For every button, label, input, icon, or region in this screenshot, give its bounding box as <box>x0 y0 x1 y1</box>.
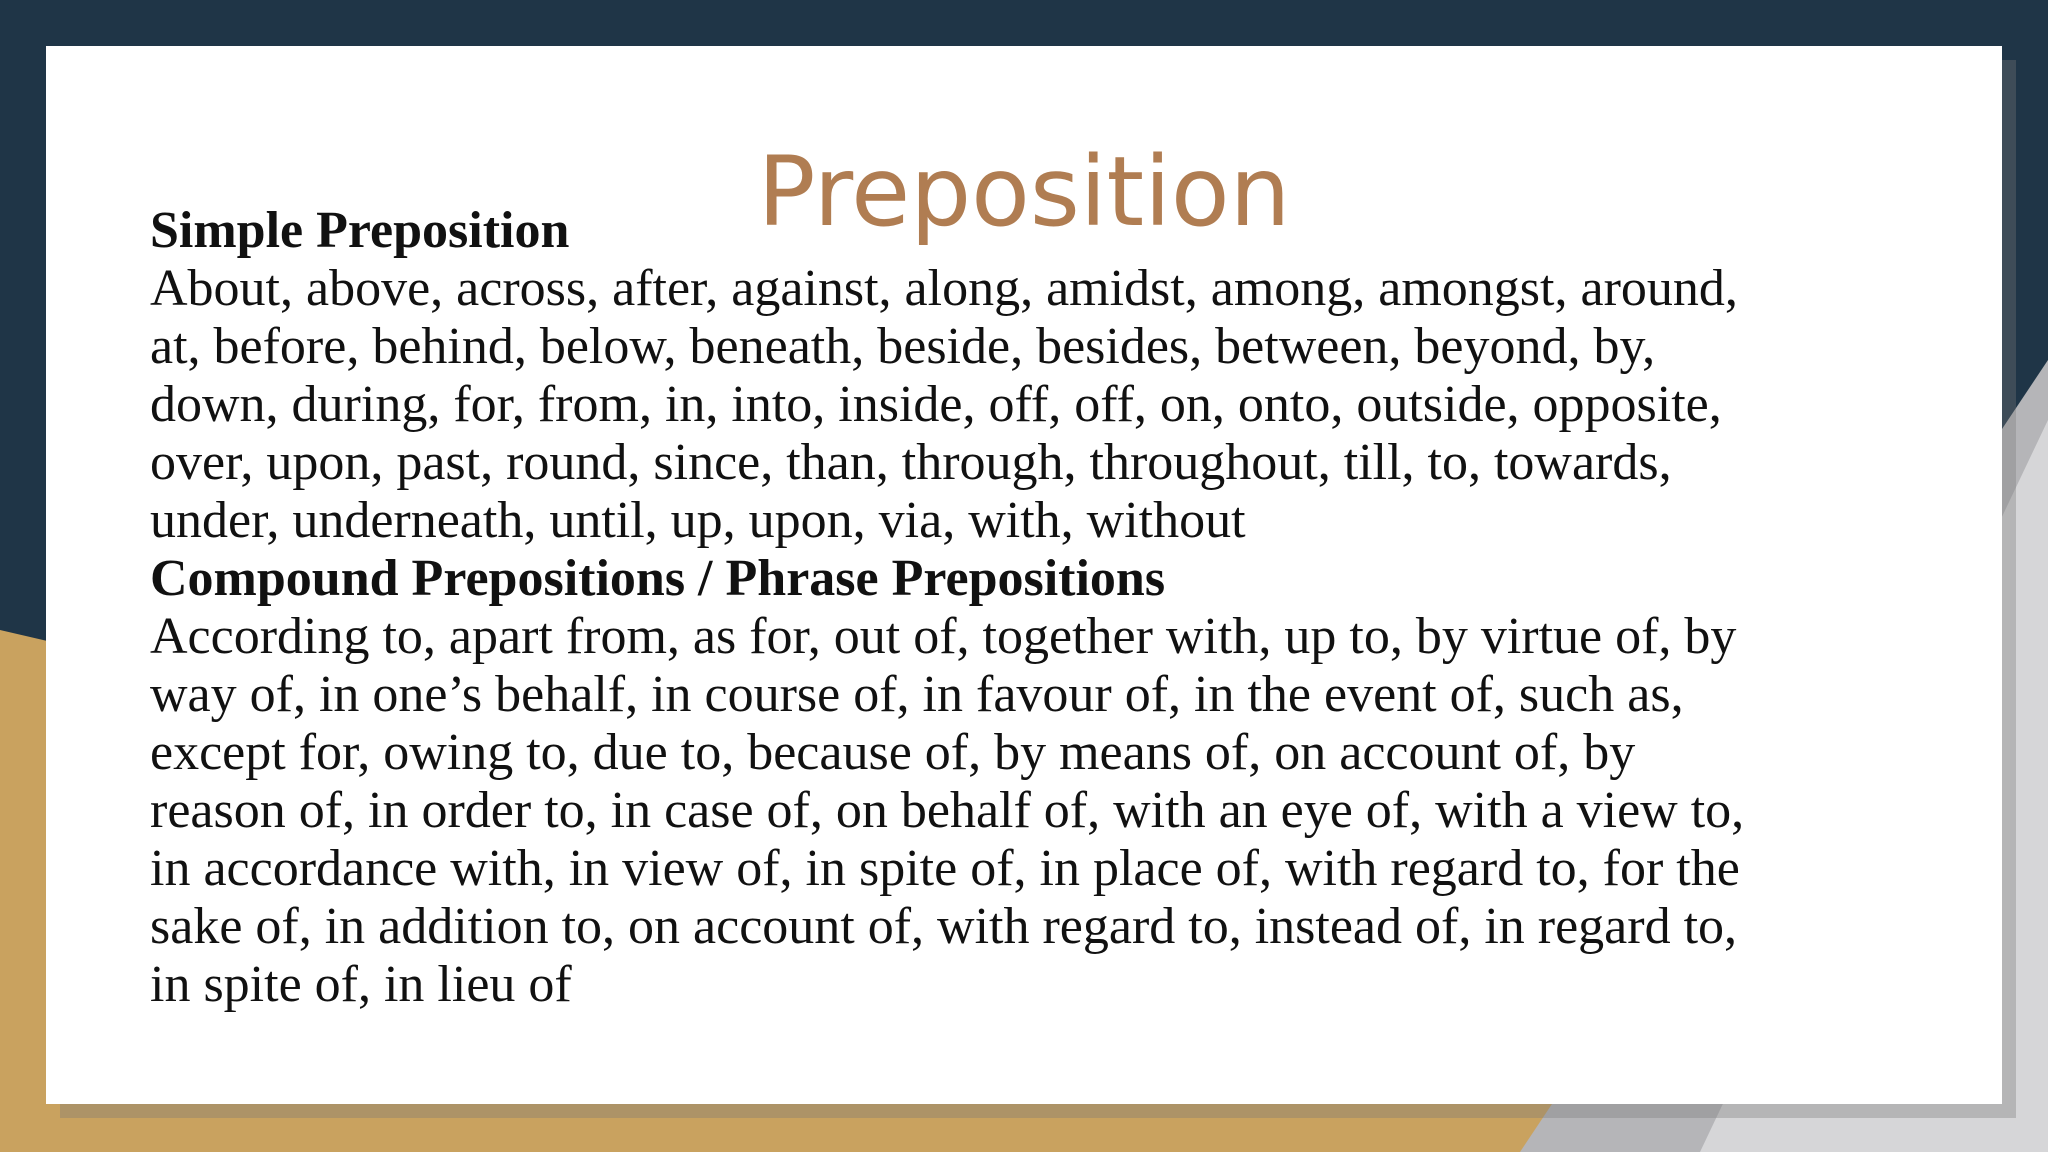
simple-line-1: About, above, across, after, against, along, amidst, among, amongst, around, <box>150 260 1738 317</box>
compound-line-1: According to, apart from, as for, out of, together with, up to, by virtue of, by <box>150 608 1737 665</box>
compound-line-7: in spite of, in lieu of <box>150 956 572 1013</box>
simple-line-4: over, upon, past, round, since, than, through, throughout, till, to, towards, <box>150 434 1672 491</box>
section-heading-compound: Compound Prepositions / Phrase Prepositions <box>150 550 1166 607</box>
simple-line-5: under, underneath, until, up, upon, via, with, without <box>150 492 1246 549</box>
compound-line-5: in accordance with, in view of, in spite of, in place of, with regard to, for the <box>150 840 1740 897</box>
simple-line-2: at, before, behind, below, beneath, beside, besides, between, beyond, by, <box>150 318 1656 375</box>
compound-line-4: reason of, in order to, in case of, on behalf of, with an eye of, with a view to, <box>150 782 1745 839</box>
slide-title: Preposition <box>757 136 1291 248</box>
section-heading-simple: Simple Preposition <box>150 202 570 259</box>
compound-line-2: way of, in one’s behalf, in course of, in favour of, in the event of, such as, <box>150 666 1684 723</box>
compound-line-3: except for, owing to, due to, because of, by means of, on account of, by <box>150 724 1636 781</box>
compound-line-6: sake of, in addition to, on account of, with regard to, instead of, in regard to, <box>150 898 1738 955</box>
slide-content <box>150 202 1850 1014</box>
simple-line-3: down, during, for, from, in, into, inside, off, off, on, onto, outside, opposite, <box>150 376 1722 433</box>
